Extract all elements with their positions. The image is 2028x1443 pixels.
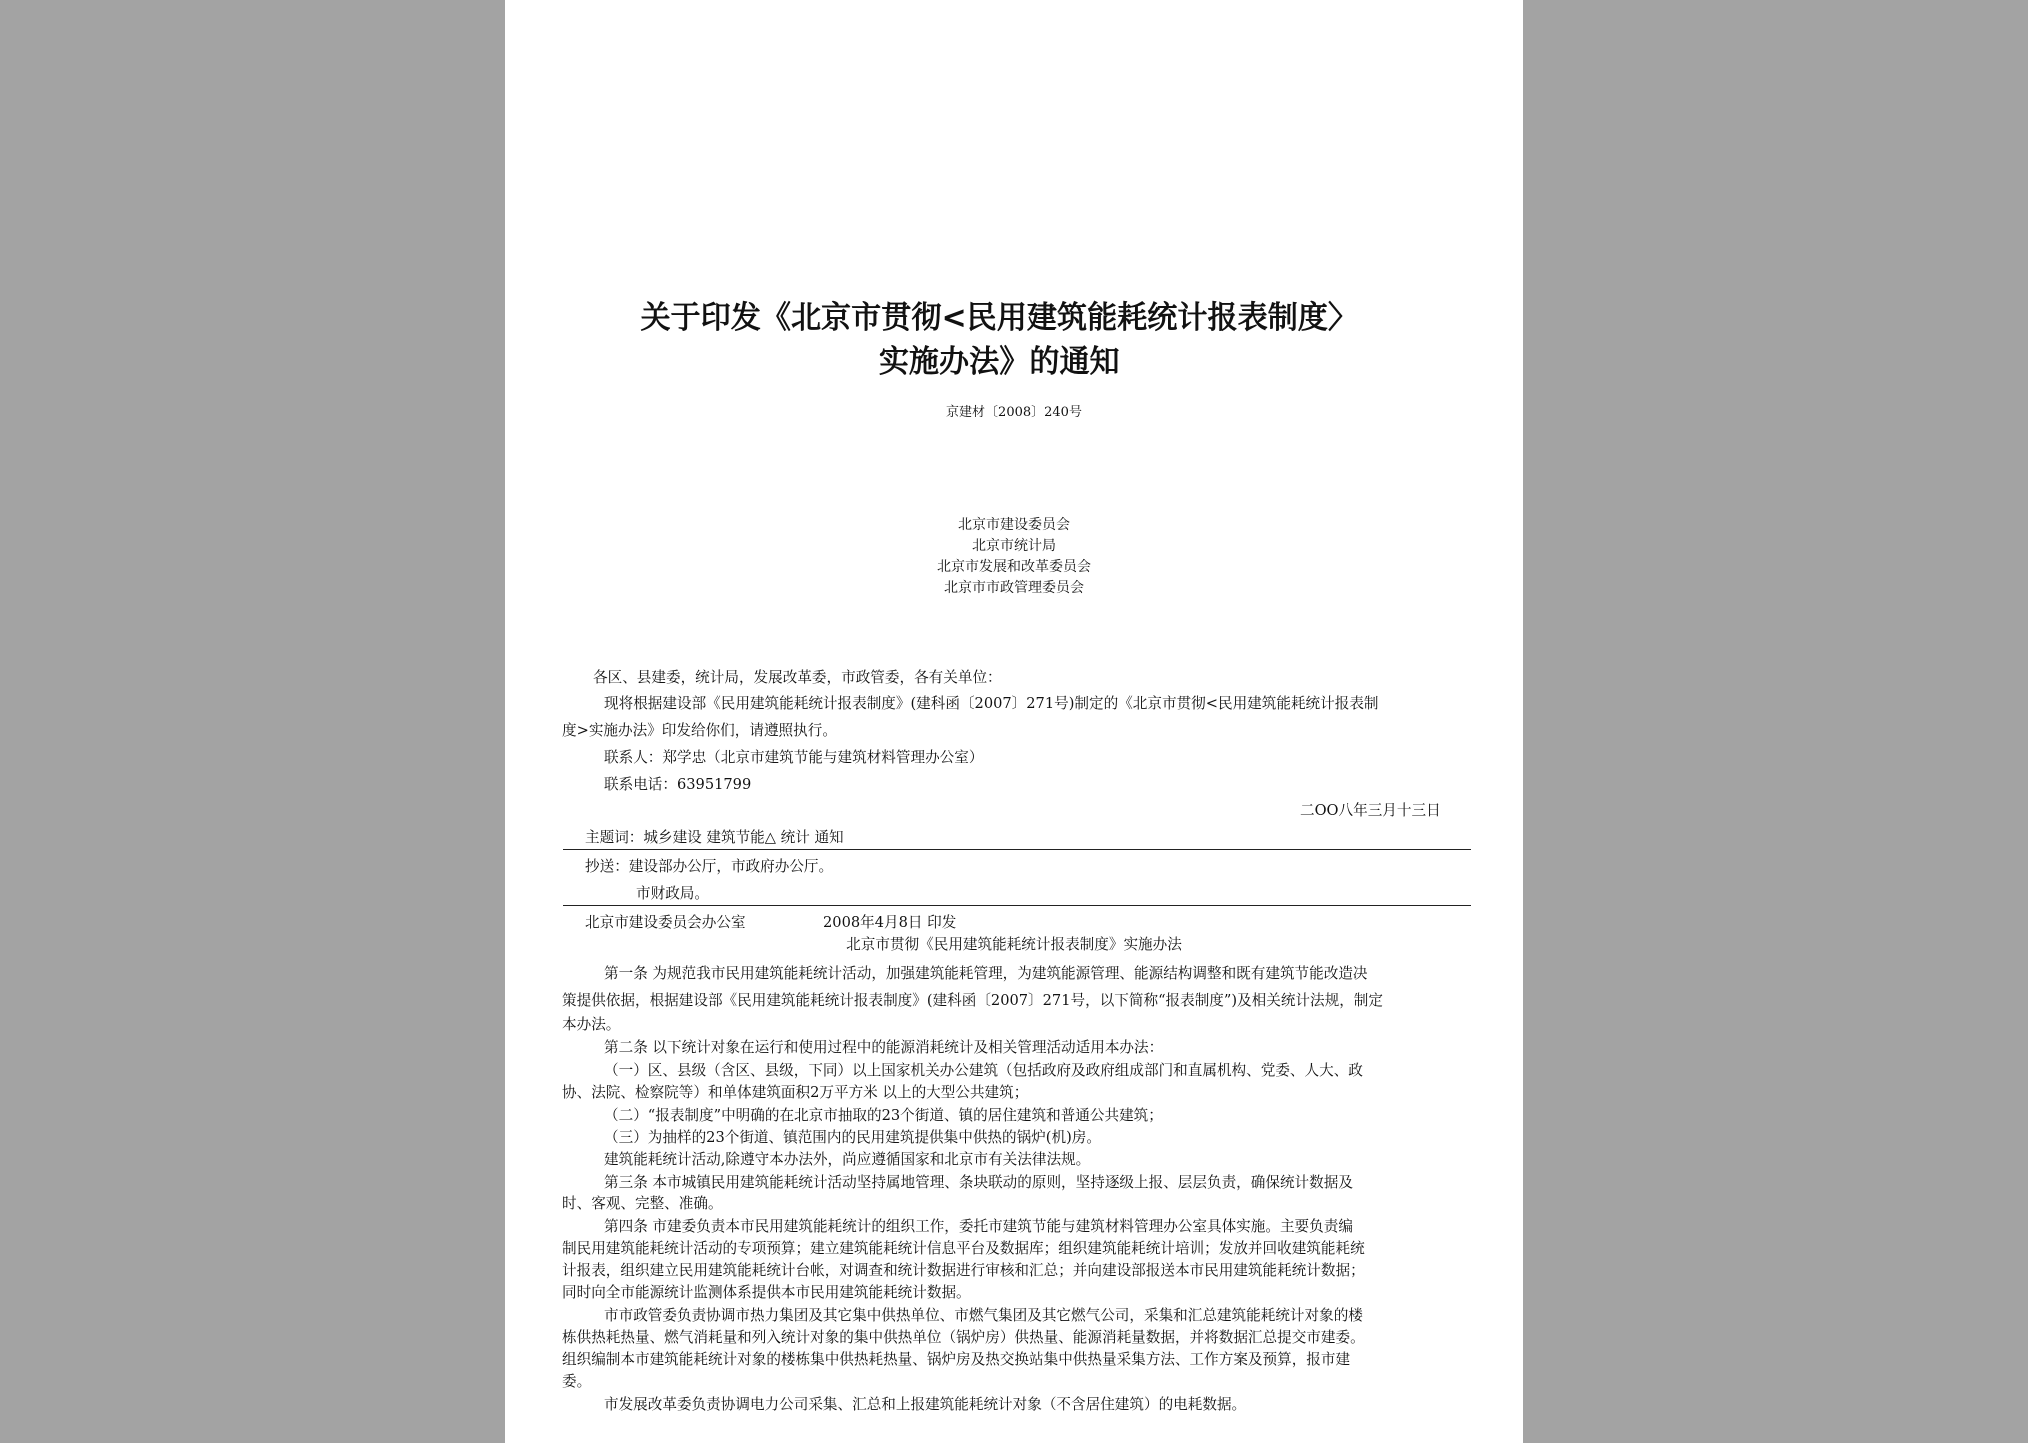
annex-line: 第三条 本市城镇民用建筑能耗统计活动坚持属地管理、条块联动的原则，坚持逐级上报、层层负责，确保统计数据及	[604, 1174, 1353, 1191]
annex-line: 市市政管委负责协调市热力集团及其它集中供热单位、市燃气集团及其它燃气公司，采集和汇总建筑能耗统计对象的楼	[604, 1307, 1363, 1324]
annex-line: （一）区、县级（含区、县级，下同）以上国家机关办公建筑（包括政府及政府组成部门和直属机构、党委、人大、政	[604, 1062, 1363, 1079]
print-date: 2008年4月8日 印发	[823, 914, 957, 931]
issuer-4: 北京市市政管理委员会	[944, 580, 1084, 596]
document-page	[505, 0, 1523, 1443]
issuer-1: 北京市建设委员会	[958, 517, 1070, 533]
addressee: 各区、县建委，统计局，发展改革委，市政管委，各有关单位：	[593, 669, 1002, 686]
annex-line: 组织编制本市建筑能耗统计对象的楼栋集中供热耗热量、锅炉房及热交换站集中供热量采集方法、工作方案及预算，报市建	[562, 1351, 1351, 1368]
contact-phone: 联系电话：63951799	[604, 776, 752, 793]
annex-line: （二）“报表制度”中明确的在北京市抽取的23个街道、镇的居住建筑和普通公共建筑；	[604, 1107, 1163, 1124]
cc-line2: 市财政局。	[636, 885, 709, 902]
annex-line: 建筑能耗统计活动,除遵守本办法外，尚应遵循国家和北京市有关法律法规。	[604, 1151, 1091, 1168]
annex-line: 栋供热耗热量、燃气消耗量和列入统计对象的集中供热单位（锅炉房）供热量、能源消耗量数据，并将数据汇总提交市建委。	[562, 1329, 1365, 1346]
annex-line: 第一条 为规范我市民用建筑能耗统计活动，加强建筑能耗管理，为建筑能源管理、能源结构调整和既有建筑节能改造决	[604, 965, 1368, 982]
annex-line: 时、客观、完整、准确。	[562, 1195, 723, 1212]
annex-line: 第二条 以下统计对象在运行和使用过程中的能源消耗统计及相关管理活动适用本办法：	[604, 1039, 1164, 1056]
divider-line	[563, 849, 1471, 850]
contact-person: 联系人：郑学忠（北京市建筑节能与建筑材料管理办公室）	[604, 749, 984, 766]
printing-office: 北京市建设委员会办公室	[585, 914, 746, 931]
annex-line: 策提供依据，根据建设部《民用建筑能耗统计报表制度》(建科函〔2007〕271号，以下简称“报表制度”)及相关统计法规，制定	[562, 992, 1383, 1009]
annex-line: 计报表，组织建立民用建筑能耗统计台帐，对调查和统计数据进行审核和汇总；并向建设部报送本市民用建筑能耗统计数据；	[562, 1262, 1365, 1279]
annex-line: 委。	[562, 1373, 592, 1390]
body-paragraph-line1: 现将根据建设部《民用建筑能耗统计报表制度》(建科函〔2007〕271号)制定的《北京市贯彻<民用建筑能耗统计报表制	[604, 695, 1379, 712]
annex-title: 北京市贯彻《民用建筑能耗统计报表制度》实施办法	[846, 936, 1182, 953]
issuer-2: 北京市统计局	[972, 538, 1056, 554]
document-number: 京建材〔2008〕240号	[946, 405, 1082, 420]
annex-line: 同时向全市能源统计监测体系提供本市民用建筑能耗统计数据。	[562, 1284, 971, 1301]
body-paragraph-line2: 度>实施办法》印发给你们，请遵照执行。	[562, 722, 837, 739]
document-title-line1: 关于印发《北京市贯彻<民用建筑能耗统计报表制度〉	[640, 300, 1359, 336]
issue-date: 二OO八年三月十三日	[1300, 802, 1441, 819]
annex-line: 市发展改革委负责协调电力公司采集、汇总和上报建筑能耗统计对象（不含居住建筑）的电耗数据。	[604, 1396, 1247, 1413]
cc-line1: 抄送：建设部办公厅，市政府办公厅。	[585, 858, 834, 875]
annex-line: （三）为抽样的23个街道、镇范围内的民用建筑提供集中供热的锅炉(机)房。	[604, 1129, 1101, 1146]
annex-line: 协、法院、检察院等）和单体建筑面积2万平方米 以上的大型公共建筑；	[562, 1084, 1029, 1101]
annex-line: 本办法。	[562, 1016, 621, 1033]
annex-line: 制民用建筑能耗统计活动的专项预算；建立建筑能耗统计信息平台及数据库；组织建筑能耗统计培训；发放并回收建筑能耗统	[562, 1240, 1365, 1257]
issuer-3: 北京市发展和改革委员会	[937, 559, 1091, 575]
subject-words: 主题词：城乡建设 建筑节能△ 统计 通知	[585, 829, 844, 846]
annex-line: 第四条 市建委负责本市民用建筑能耗统计的组织工作，委托市建筑节能与建筑材料管理办公室具体实施。主要负责编	[604, 1218, 1353, 1235]
document-title-line2: 实施办法》的通知	[878, 344, 1120, 380]
divider-line	[563, 905, 1471, 906]
